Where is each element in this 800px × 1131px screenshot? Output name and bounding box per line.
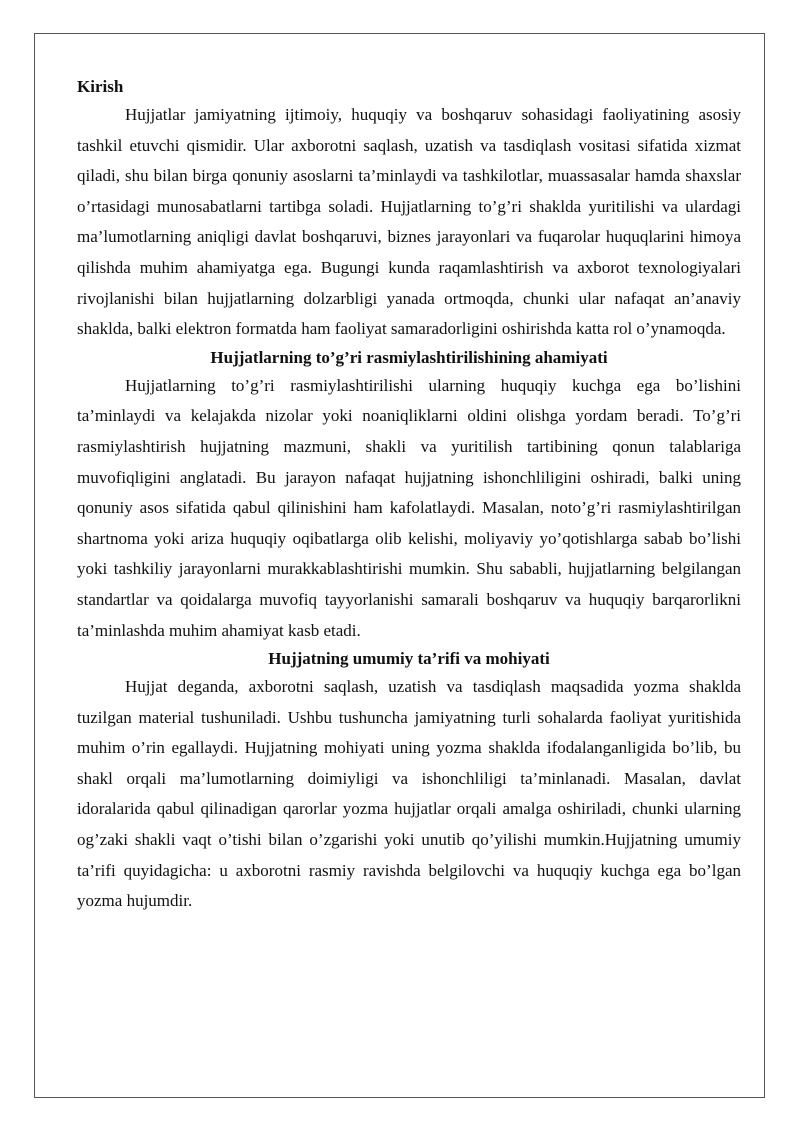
section-paragraph-kirish: Hujjatlar jamiyatning ijtimoiy, huquqiy va boshqaruv sohasidagi faoliyatining asosiy tashkil etuvchi qismidir. Ular axborotni saqlash, uzatish va tasdiqlash vositasi sifatida xizmat qiladi, shu bilan birga qonuniy asoslarni ta’minlaydi va tashkilotlar, muassasalar hamda shaxslar o’rtasidagi munosabatlarni tartibga soladi. Hujjatlarning to’g’ri shaklda yuritilishi va ulardagi ma’lumotlarning aniqligi davlat boshqaruvi, biznes jarayonlari va fuqarolar huquqlarini himoya qilishda muhim ahamiyatga ega. Bugungi kunda raqamlashtirish va axborot texnologiyalari rivojlanishi bilan hujjatlarning dolzarbligi yanada ortmoqda, chunki ular nafaqat an’anaviy shaklda, balki elektron formatda ham faoliyat samaradorligini oshirishda katta rol o’ynamoqda. [77, 105, 741, 339]
section-paragraph-tarif: Hujjat deganda, axborotni saqlash, uzatish va tasdiqlash maqsadida yozma shaklda tuzilgan material tushuniladi. Ushbu tushuncha jamiyatning turli sohalarda faoliyat yuritishida muhim o’rin egallaydi. Hujjatning mohiyati uning yozma shaklda ifodalanganligida bo’lib, bu shakl orqali ma’lumotlarning doimiyligi va ishonchliligi ta’minlanadi. Masalan, davlat idoralarida qabul qilinadigan qarorlar yozma hujjatlar orqali amalga oshiriladi, chunki ularning og’zaki shakli vaqt o’tishi bilan o’zgarishi yoki unutib qo’yilishi mumkin.Hujjatning umumiy ta’rifi quyidagicha: u axborotni rasmiy ravishda belgilovchi va huquqiy kuchga ega bo’lgan yozma hujumdir. [77, 677, 741, 911]
section-heading-rasmiylashtirish: Hujjatlarning to’g’ri rasmiylashtirilishining ahamiyati [210, 347, 608, 367]
section-heading-kirish: Kirish [77, 77, 124, 96]
section-heading-tarif: Hujjatning umumiy ta’rifi va mohiyati [268, 649, 550, 669]
section-paragraph-rasmiylashtirish: Hujjatlarning to’g’ri rasmiylashtirilishi ularning huquqiy kuchga ega bo’lishini ta’minlaydi va kelajakda nizolar yoki noaniqliklarni oldini olishga yordam beradi. To’g’ri rasmiylashtirish hujjatning mazmuni, shakli va yuritilish tartibining qonun talablariga muvofiqligini anglatadi. Bu jarayon nafaqat hujjatning ishonchliligini oshiradi, balki uning qonuniy asos sifatida qabul qilinishini ham kafolatlaydi. Masalan, noto’g’ri rasmiylashtirilgan shartnoma yoki ariza huquqiy oqibatlarga olib kelishi, moliyaviy yo’qotishlarga sabab bo’lishi yoki tashkiliy jarayonlarni murakkablashtirishi mumkin. Shu sababli, hujjatlarning belgilangan standartlar va qoidalarga muvofiq tayyorlanishi samarali boshqaruv va huquqiy barqarorlikni ta’minlashda muhim ahamiyat kasb etadi. [77, 375, 741, 640]
document-body [77, 74, 741, 917]
